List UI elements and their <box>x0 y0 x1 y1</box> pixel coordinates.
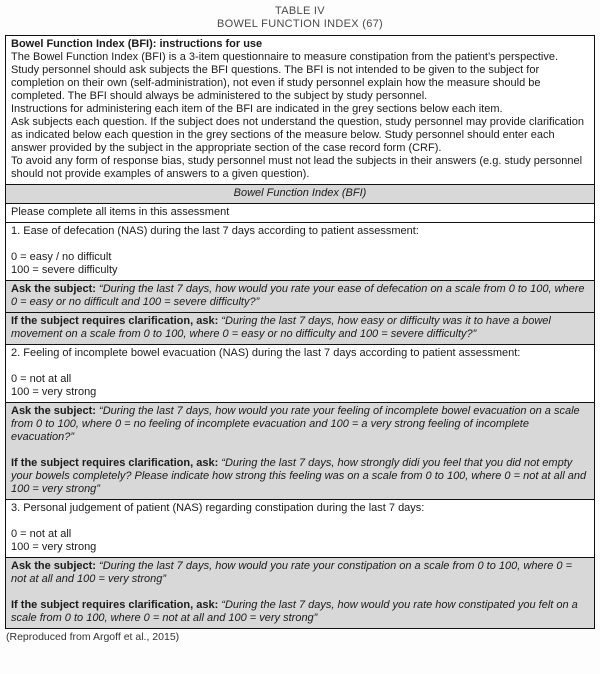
question-row-1 <box>6 223 594 281</box>
ask-paragraph-2 <box>11 405 589 444</box>
question-row-3 <box>6 500 594 558</box>
clarify-row-1 <box>6 313 594 345</box>
instructions-paragraph-4: To avoid any form of response bias, study personnel must not lead the subjects in their answers (e.g. study personnel should not provide examples of answers to a given question). <box>11 155 583 180</box>
question-text-1: 1. Ease of defecation (NAS) during the last 7 days according to patient assessment: <box>11 225 419 237</box>
scale-high-1: 100 = severe difficulty <box>11 264 118 276</box>
clarify-label-2: If the subject requires clarification, ask: <box>11 457 219 469</box>
instructions-paragraph-3: Ask subjects each question. If the subject does not understand the question, study personnel may provide clarification as indicated below each question in the grey sections of the measure below. Study personnel should enter each answer provided by the subject in the appropriate section of the case record form (CRF). <box>11 116 584 154</box>
instructions-paragraph-1: The Bowel Function Index (BFI) is a 3-item questionnaire to measure constipation from the patient’s perspective. Study personnel should ask subjects the BFI questions. The BFI is not intended to be given to the subject for completion on their own (self-administration), not even if study personnel explain how the measure should be completed. The BFI should always be administered to the subject by study personnel. <box>11 51 559 102</box>
blank-line <box>11 444 589 457</box>
blank-line <box>11 586 589 599</box>
source-footnote: (Reproduced from Argoff et al., 2015) <box>6 631 180 643</box>
ask-clarify-row-3 <box>6 558 594 628</box>
instructions-heading: Bowel Function Index (BFI): instructions for use <box>11 38 263 50</box>
scale-high-2: 100 = very strong <box>11 386 97 398</box>
ask-row-1 <box>6 281 594 313</box>
clarify-quote-1: “During the last 7 days, how easy or difficulty was it to have a bowel movement on a scale from 0 to 100, where 0 = easy or no difficulty and 100 = severe difficulty?” <box>11 315 551 340</box>
section-header-row: Bowel Function Index (BFI) <box>6 185 594 204</box>
clarify-label-1: If the subject requires clarification, ask: <box>11 315 219 327</box>
blank-line <box>11 238 589 251</box>
ask-clarify-row-2 <box>6 403 594 500</box>
table-caption-title: BOWEL FUNCTION INDEX (67) <box>217 18 383 30</box>
ask-quote-3: “During the last 7 days, how would you rate your constipation on a scale from 0 to 100, where 0 = not at all and 100 = very strong” <box>11 560 572 585</box>
question-row-2 <box>6 345 594 403</box>
clarify-paragraph-2 <box>11 457 589 496</box>
table-caption <box>5 5 595 31</box>
ask-label-3: Ask the subject: <box>11 560 96 572</box>
ask-label-2: Ask the subject: <box>11 405 96 417</box>
table-caption-number: TABLE IV <box>275 5 325 17</box>
ask-quote-1: “During the last 7 days, how would you rate your ease of defecation on a scale from 0 to 100, where 0 = easy or no difficult and 100 = severe difficulty?” <box>11 283 585 308</box>
instructions-row <box>6 36 594 185</box>
question-text-3: 3. Personal judgement of patient (NAS) regarding constipation during the last 7 days: <box>11 502 425 514</box>
complete-note-row: Please complete all items in this assessment <box>6 204 594 223</box>
clarify-quote-2: “During the last 7 days, how strongly didi you feel that you did not empty your bowels completely? Please indicate how strong this feeling was on a scale from 0 to 100, where 0 = not at all and 100 = very strong” <box>11 457 587 495</box>
bfi-table <box>5 35 595 629</box>
clarify-quote-3: “During the last 7 days, how would you rate how constipated you felt on a scale from 0 to 100, where 0 = not at all and 100 = very strong” <box>11 599 578 624</box>
question-text-2: 2. Feeling of incomplete bowel evacuation (NAS) during the last 7 days according to patient assessment: <box>11 347 521 359</box>
ask-quote-2: “During the last 7 days, how would you rate your feeling of incomplete bowel evacuation on a scale from 0 to 100, where 0 = no feeling of incomplete evacuation and 100 = a very strong feeling of incomplete evacuation?” <box>11 405 580 443</box>
clarify-paragraph-3 <box>11 599 589 625</box>
ask-label-1: Ask the subject: <box>11 283 96 295</box>
clarify-label-3: If the subject requires clarification, ask: <box>11 599 219 611</box>
ask-paragraph-3 <box>11 560 589 586</box>
blank-line <box>11 360 589 373</box>
blank-line <box>11 515 589 528</box>
scale-low-1: 0 = easy / no difficult <box>11 251 112 263</box>
instructions-paragraph-2: Instructions for administering each item of the BFI are indicated in the grey sections below each item. <box>11 103 503 115</box>
scale-high-3: 100 = very strong <box>11 541 97 553</box>
scale-low-3: 0 = not at all <box>11 528 72 540</box>
scale-low-2: 0 = not at all <box>11 373 72 385</box>
